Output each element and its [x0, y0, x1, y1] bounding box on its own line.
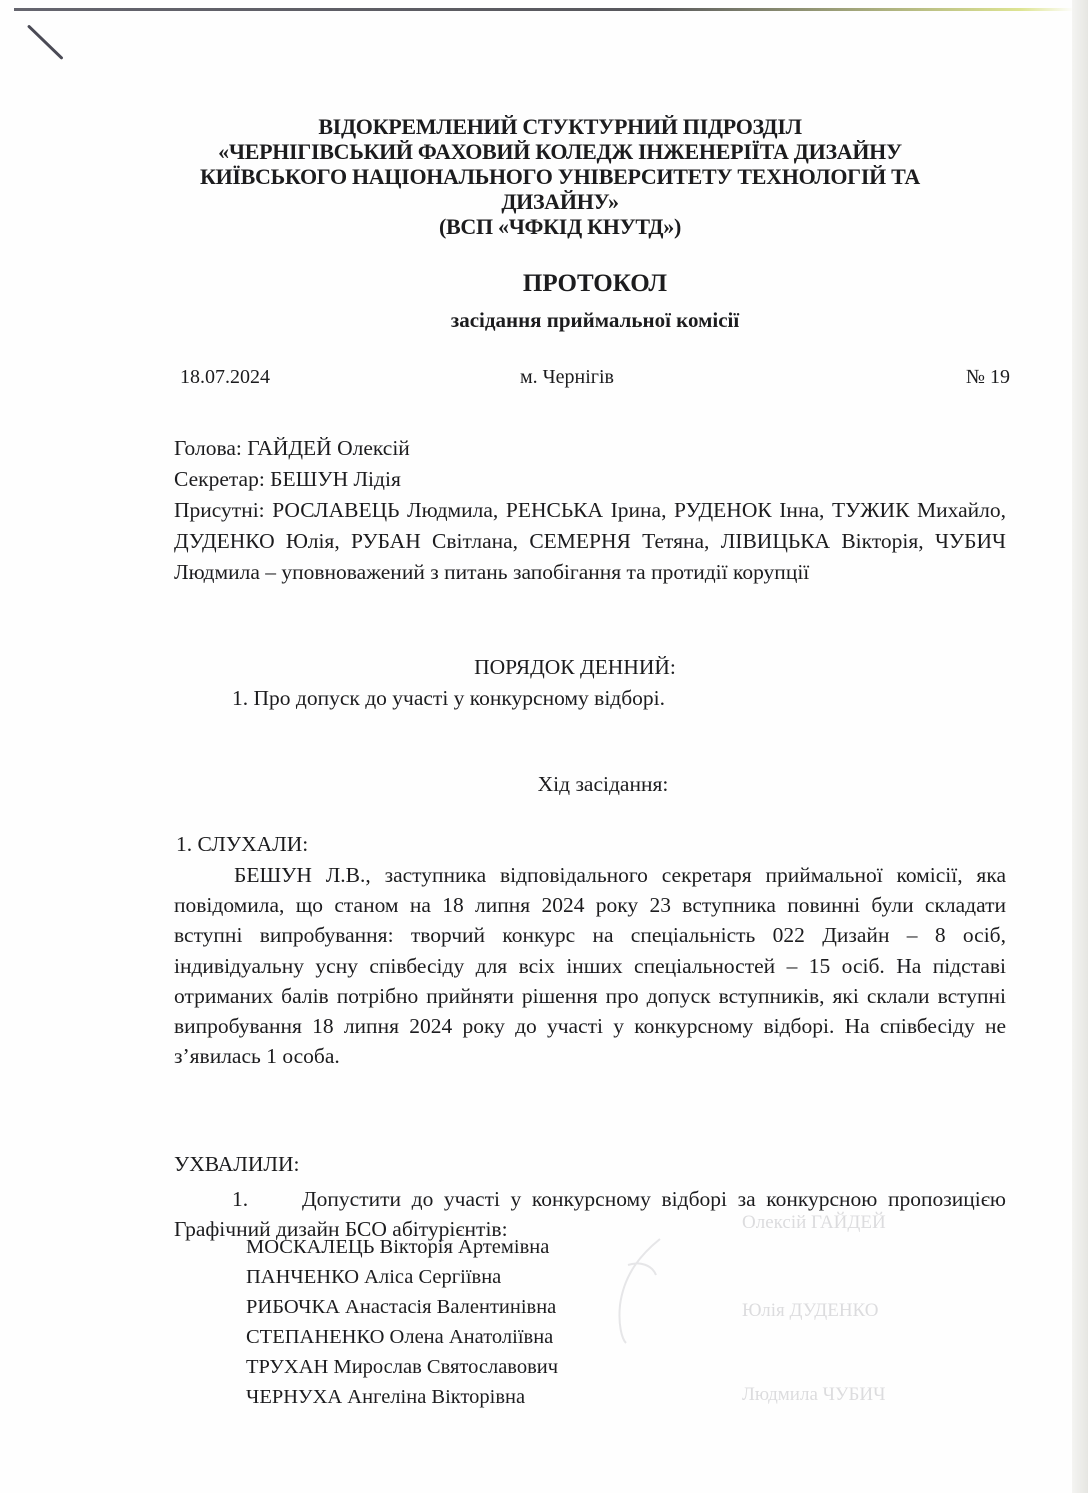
- pen-mark-icon: [27, 24, 64, 60]
- document-city: м. Чернігів: [520, 366, 614, 388]
- scan-right-edge: [1072, 0, 1088, 1493]
- present-line: Присутні: РОСЛАВЕЦЬ Людмила, РЕНСЬКА Ірина, РУДЕНОК Інна, ТУЖИК Михайло, ДУДЕНКО Юлія, РУБАН Світлана, СЕМЕРНЯ Тетяна, ЛІВИЦЬКА Вікторія, ЧУБИЧ Людмила – уповноважений з питань запобігання та протидії корупції: [174, 498, 1006, 584]
- institution-header: [170, 114, 950, 239]
- institution-line: (ВСП «ЧФКІД КНУТД»): [439, 214, 681, 239]
- list-item: СТЕПАНЕНКО Олена Анатоліївна: [246, 1326, 554, 1348]
- list-item: МОСКАЛЕЦЬ Вікторія Артемівна: [246, 1236, 550, 1258]
- institution-line: ДИЗАЙНУ»: [501, 189, 619, 214]
- heard-label: 1. СЛУХАЛИ:: [176, 832, 309, 856]
- list-item: ТРУХАН Мирослав Святославович: [246, 1356, 559, 1378]
- document-subtitle: засідання приймальної комісії: [450, 308, 740, 332]
- attendance-block: [174, 433, 1006, 588]
- signature-bleed-icon: [610, 1235, 670, 1345]
- agenda-title: ПОРЯДОК ДЕННИЙ:: [474, 655, 676, 679]
- scan-edge-shadow: [14, 8, 1074, 11]
- document-number: № 19: [965, 366, 1010, 388]
- agenda-item: 1. Про допуск до участі у конкурсному відборі.: [232, 686, 666, 710]
- meta-row: [180, 366, 1010, 396]
- resolved-label: УХВАЛИЛИ:: [174, 1152, 300, 1176]
- list-item: ЧЕРНУХА Ангеліна Вікторівна: [246, 1386, 526, 1408]
- document-date: 18.07.2024: [180, 366, 270, 388]
- list-item: ПАНЧЕНКО Аліса Сергіївна: [246, 1266, 502, 1288]
- proceedings-title: Хід засідання:: [537, 772, 669, 796]
- document-title: ПРОТОКОЛ: [522, 270, 668, 297]
- list-item: РИБОЧКА Анастасія Валентинівна: [246, 1296, 557, 1318]
- chair-line: Голова: ГАЙДЕЙ Олексій: [174, 436, 410, 460]
- report-paragraph: БЕШУН Л.В., заступника відповідального секретаря приймальної комісії, яка повідомила, що станом на 18 липня 2024 року 23 вступника повинні були складати вступні випробування: творчий конкурс на спеціальність 022 Дизайн – 8 осіб, індивідуальну усну співбесіду для всіх інших спеціальностей – 15 осіб. На підставі отриманих балів потрібно прийняти рішення про допуск вступників, які склали вступні випробування 18 липня 2024 року до участі у конкурсному відборі. На співбесіду не з’явилась 1 особа.: [174, 863, 1006, 1069]
- bleed-through-text: Юлія ДУДЕНКО: [742, 1300, 879, 1321]
- bleed-through-text: Людмила ЧУБИЧ: [742, 1384, 886, 1405]
- bleed-through-text: Олексій ГАЙДЕЙ: [742, 1212, 886, 1233]
- secretary-line: Секретар: БЕШУН Лідія: [174, 467, 401, 491]
- decision-text: Допустити до участі у конкурсному відборі за конкурсною пропозицією Графічний дизайн БСО абітурієнтів:: [174, 1187, 1006, 1241]
- admitted-list: [246, 1232, 558, 1412]
- decision-number: 1.: [232, 1187, 249, 1211]
- institution-line: «ЧЕРНІГІВСЬКИЙ ФАХОВИЙ КОЛЕДЖ ІНЖЕНЕРІЇТА ДИЗАЙНУ: [218, 139, 902, 164]
- institution-line: ВІДОКРЕМЛЕНИЙ СТУКТУРНИЙ ПІДРОЗДІЛ: [318, 114, 802, 139]
- institution-line: КИЇВСЬКОГО НАЦІОНАЛЬНОГО УНІВЕРСИТЕТУ ТЕХНОЛОГІЙ ТА: [199, 164, 921, 189]
